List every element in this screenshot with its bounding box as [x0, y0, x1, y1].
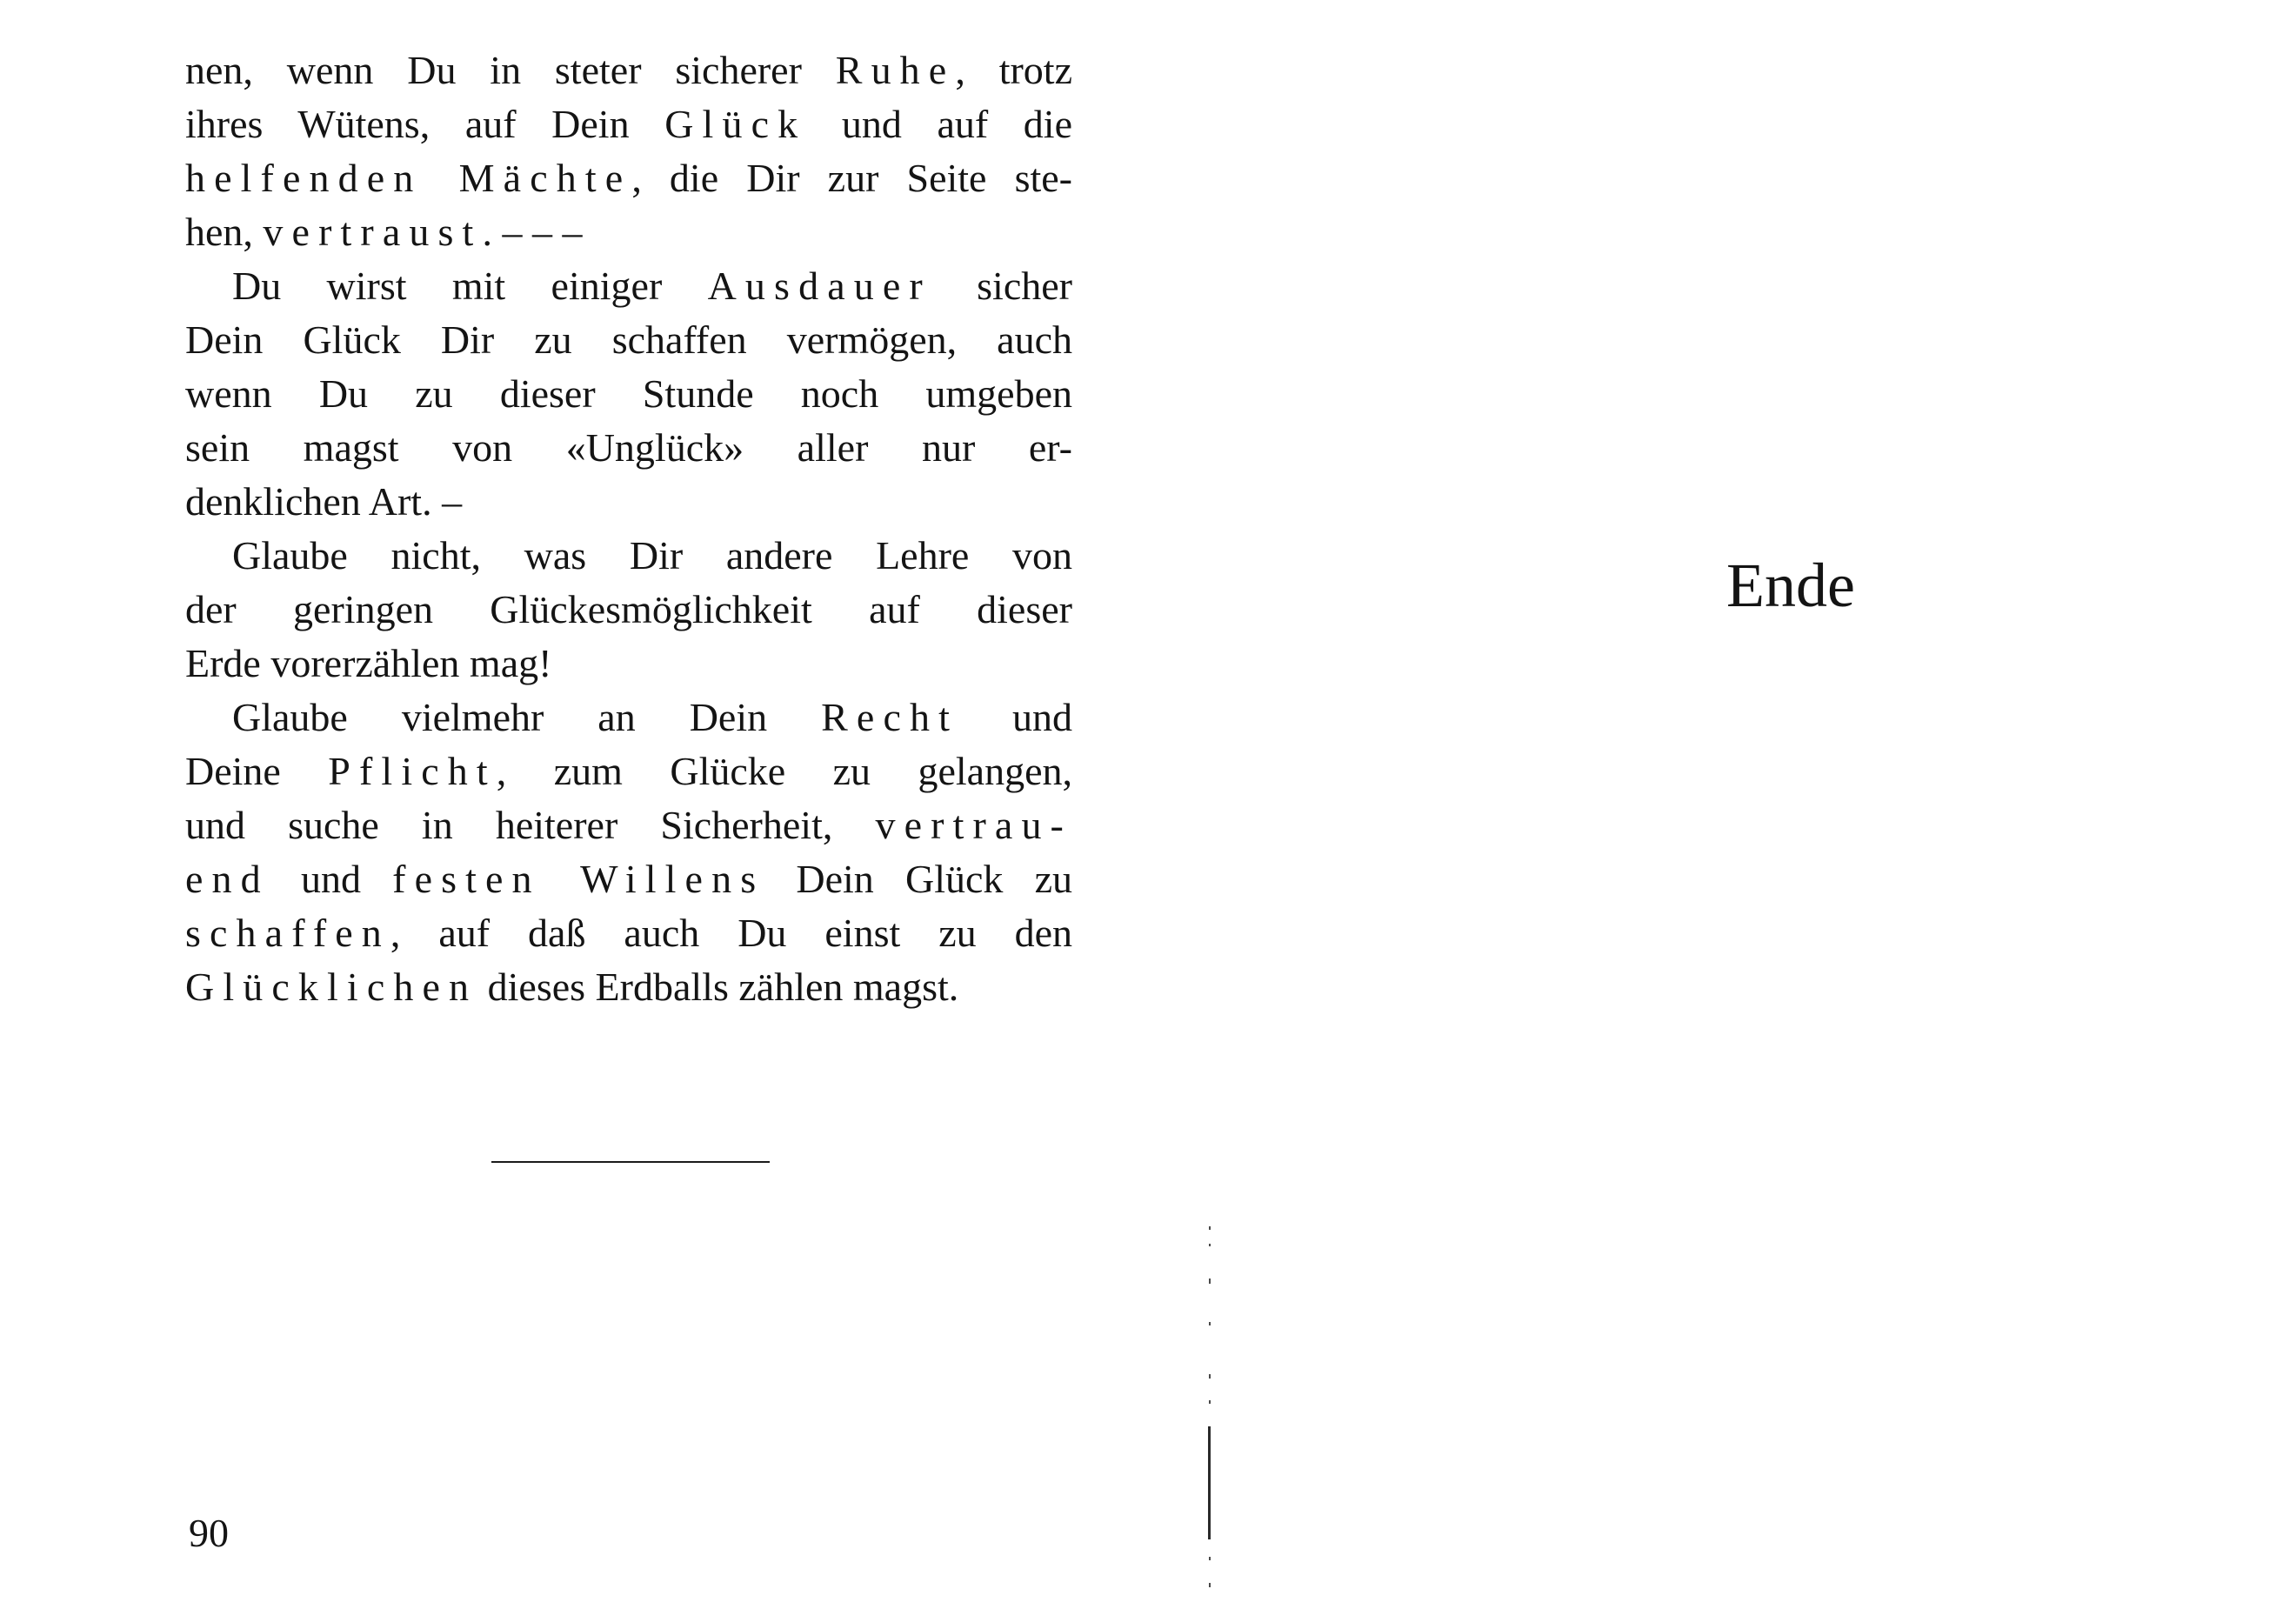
spaced-emphasis: schaffen — [185, 911, 390, 955]
spaced-emphasis: festen Willens — [392, 857, 765, 901]
gutter-mark — [1209, 1226, 1211, 1230]
spaced-emphasis: vertrau- — [875, 803, 1072, 847]
text-run: sicher — [931, 264, 1072, 308]
text-line — [185, 744, 1072, 798]
text-line — [185, 43, 1072, 97]
text-line — [185, 475, 1072, 529]
text-line — [185, 367, 1072, 421]
text-run: und — [269, 857, 393, 901]
spaced-emphasis: vertraust — [263, 210, 483, 254]
spaced-emphasis: Ruhe — [835, 48, 956, 92]
gutter-mark — [1209, 1583, 1211, 1587]
text-run: nen, wenn Du in steter sicherer — [185, 48, 836, 92]
body-text — [185, 43, 1072, 1014]
gutter-mark — [1209, 1557, 1211, 1560]
text-line — [185, 906, 1072, 960]
end-rule — [491, 1161, 770, 1163]
text-run: , die Dir zur Seite ste- — [631, 156, 1072, 200]
spaced-emphasis: Pflicht — [328, 749, 497, 793]
text-run: Glaube nicht, was Dir andere Lehre von — [232, 533, 1072, 578]
text-run: und auf die — [806, 102, 1072, 146]
text-run: Du wirst mit einiger — [232, 264, 708, 308]
text-line — [185, 97, 1072, 151]
text-run: der geringen Glückesmöglichkeit auf dieser — [185, 587, 1072, 631]
text-run: Glaube vielmehr an Dein — [232, 695, 822, 739]
text-line — [185, 637, 1072, 691]
spaced-emphasis: helfenden Mächte — [185, 156, 632, 200]
text-line — [185, 421, 1072, 475]
text-line — [185, 691, 1072, 744]
gutter-mark — [1209, 1400, 1211, 1404]
gutter-mark — [1209, 1322, 1211, 1325]
gutter-mark — [1209, 1374, 1211, 1379]
text-line — [185, 798, 1072, 852]
text-run: Dein Glück Dir zu schaffen vermögen, auch — [185, 317, 1072, 362]
text-line — [185, 852, 1072, 906]
text-line — [185, 313, 1072, 367]
text-line — [185, 259, 1072, 313]
text-run: , trotz — [955, 48, 1072, 92]
text-run: hen, — [185, 210, 264, 254]
text-run: sein magst von «Unglück» aller nur er- — [185, 425, 1072, 470]
text-run: dieses Erdballs zählen magst. — [477, 965, 959, 1009]
spaced-emphasis: Ausdauer — [707, 264, 931, 308]
text-run: wenn Du zu dieser Stunde noch umgeben — [185, 371, 1072, 416]
page-number: 90 — [189, 1511, 229, 1555]
text-run: und — [958, 695, 1072, 739]
gutter-fold — [1207, 1226, 1214, 1609]
text-run: Erde vorerzählen mag! — [185, 641, 552, 685]
text-line — [185, 151, 1072, 205]
text-line — [185, 529, 1072, 583]
text-run: Dein Glück zu — [764, 857, 1072, 901]
spaced-emphasis: Glücklichen — [185, 965, 478, 1009]
gutter-mark — [1209, 1244, 1211, 1246]
text-run: ihres Wütens, auf Dein — [185, 102, 665, 146]
text-line — [185, 960, 1072, 1014]
text-run: denklichen Art. – — [185, 479, 463, 524]
text-line — [185, 205, 1072, 259]
gutter-mark — [1208, 1426, 1211, 1539]
right-page — [1218, 0, 2296, 1609]
text-run: , zum Glücke zu gelangen, — [496, 749, 1072, 793]
gutter-mark — [1209, 1279, 1211, 1284]
spaced-emphasis: end — [185, 857, 270, 901]
spaced-emphasis: Glück — [664, 102, 807, 146]
text-run: Deine — [185, 749, 329, 793]
text-line — [185, 583, 1072, 637]
text-run: . – – – — [482, 210, 583, 254]
text-run: und suche in heiterer Sicherheit, — [185, 803, 876, 847]
spaced-emphasis: Recht — [821, 695, 959, 739]
text-run: , auf daß auch Du einst zu den — [390, 911, 1072, 955]
end-heading: Ende — [1726, 551, 1855, 620]
